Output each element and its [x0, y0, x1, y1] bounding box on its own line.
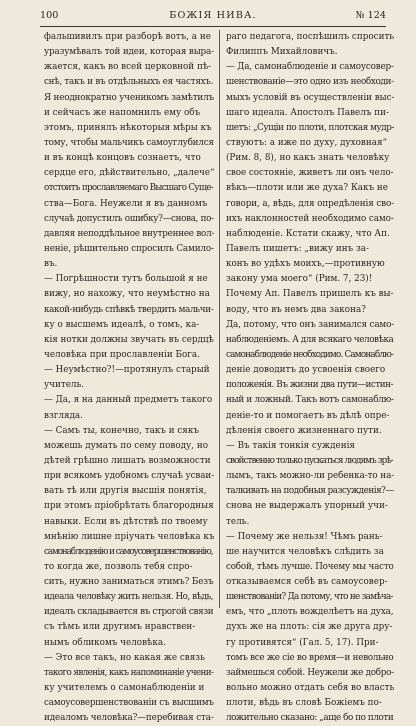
text-line: — Да, самонаблюденіе и самоусовер-	[226, 62, 394, 73]
text-line: свойственно только пускаться людямъ зрѣ-	[226, 455, 393, 466]
text-line: говори, а, вѣдь, для опредѣленія сво-	[226, 198, 395, 209]
text-line: то когда же, позволь тебя спро-	[44, 561, 193, 572]
text-line: закону ума моего“ (Рим. 7, 23)!	[226, 274, 373, 285]
text-line: и сейчасъ же напомнилъ ему объ	[44, 107, 201, 118]
text-line: сить, нужно заниматься этимъ? Безъ	[44, 577, 214, 588]
text-line: воду, что въ немъ два закона?	[226, 304, 366, 315]
text-line: идеаломъ человѣка?—перебивая ста-	[44, 713, 214, 724]
text-line: этомъ, принялъ нѣкоторыя мѣры къ	[44, 122, 212, 133]
text-line: при всякомъ удобномъ случаѣ усваи-	[44, 471, 215, 482]
text-line: Я неоднократно ученикомъ замѣтилъ	[44, 92, 214, 103]
text-line: учитель.	[44, 380, 85, 391]
text-line: ку учителемъ о самонаблюденіи и	[44, 683, 205, 694]
text-line: емъ, что „плоть вожделѣетъ на духа,	[226, 607, 394, 618]
text-line: сердце его, дѣйствительно, „далече“	[44, 168, 215, 179]
text-line: ства—Бога. Неужели я въ данномъ	[44, 198, 208, 209]
text-line: займешься собой. Неужели же добро-	[226, 667, 394, 678]
text-line: — Въ такія тонкія сужденія	[226, 440, 355, 451]
text-line: какой-нибудь спѣвкѣ твердить мальчи-	[44, 304, 214, 315]
journal-title: БОЖІЯ НИВА.	[169, 10, 257, 21]
text-line: дѣленія своего жизненнаго пути.	[226, 425, 382, 436]
text-line: наблюденіемъ. А для всякаго человѣка	[226, 334, 394, 345]
text-line: самонаблюденіе необходимо. Самонаблю-	[226, 349, 394, 360]
text-line: собой, тѣмъ лучше. Почему мы часто	[226, 561, 394, 572]
text-line: плоти, вѣдь въ словѣ Божіемъ по-	[226, 698, 382, 709]
text-line: вольно можно отдать себя во власть	[226, 683, 395, 694]
right-column	[226, 30, 395, 724]
text-line: — Неумѣстно?!—протянулъ старый	[44, 365, 210, 376]
text-line: ложительно сказано: „аще бо по плоти	[226, 713, 394, 724]
text-line: шенствованіи? Да потому, что не замѣча-	[226, 592, 393, 603]
text-line: ствуютъ: а иже по духу, духовная“	[226, 137, 388, 148]
text-line: при этомъ пріобрѣтать благородныя	[44, 501, 214, 512]
text-line: вѣкъ—плоти или же духа? Какъ не	[226, 183, 388, 194]
text-line: тель.	[226, 516, 250, 527]
text-line: наблюденіе. Кстати скажу, что Ап.	[226, 228, 390, 239]
text-line: шаго идеала. Апостолъ Павелъ пи-	[226, 107, 389, 118]
text-line: самонаблюденію и самоусовершенствованію,	[44, 546, 213, 557]
text-line: — Погрѣшности тутъ большой я не	[44, 274, 208, 285]
text-line: вать тѣ или другія высшія понятія,	[44, 486, 207, 497]
text-line: фальшивилъ при разборѣ вотъ, а не	[44, 32, 211, 42]
text-line: идеалъ складывается въ строгой связи	[44, 607, 214, 618]
text-line: ихъ наклонностей необходимо само-	[226, 213, 394, 224]
text-line: случаѣ допустилъ ошибку?—снова, по-	[44, 213, 214, 224]
text-line: — Да, я на данный предметъ такого	[44, 395, 213, 406]
text-line: въ.	[44, 259, 58, 270]
text-line: положенія. Въ жизни два пути—истин-	[226, 380, 394, 391]
text-line: отказываемся себѣ въ самоусовер-	[226, 577, 388, 588]
text-line: лымъ, такъ можно-ли ребенка-то на-	[226, 471, 395, 482]
text-line: (Рим. 8, 8), но какъ знать человѣку	[226, 153, 390, 164]
text-line: ный и ложный. Такъ вотъ самонаблю-	[226, 395, 394, 406]
text-line: такого явленія, какъ напоминаніе учени-	[44, 667, 214, 678]
text-line: гу противятся“ (Гал. 5, 17). При-	[226, 637, 379, 648]
text-line: духъ же на плоть: сія же друга дру-	[226, 622, 393, 633]
text-line: съ тѣмъ или другимъ нравствен-	[44, 622, 196, 633]
text-line: деніе-то и помогаетъ въ дѣлѣ опре-	[226, 410, 390, 421]
text-line: навыки. Если въ дѣтствѣ по твоему	[44, 516, 208, 527]
page-number: 100	[40, 10, 59, 21]
text-line: можешь думать по сему поводу, но	[44, 440, 208, 451]
text-line: мнѣнію лишне пріучать человѣка къ	[44, 531, 215, 542]
text-line: дѣтей грѣшно лишать возможности	[44, 455, 211, 466]
text-line: конъ во удѣхъ моихъ,—противную	[226, 259, 385, 270]
text-line: ку о высшемъ идеалѣ, о томъ, ка-	[44, 319, 200, 330]
text-line: самоусовершенствованіи съ высшимъ	[44, 698, 214, 709]
left-column	[44, 30, 215, 724]
text-line: снѣ, такъ и въ отдѣльныхъ ея частяхъ.	[44, 77, 214, 88]
text-line: нымъ обликомъ человѣка.	[44, 637, 166, 648]
text-line: и въ концѣ концовъ сознаетъ, что	[44, 153, 201, 164]
text-line: — Почему же нельзя! Чѣмъ рань-	[226, 531, 383, 542]
text-line: раго педагога, поспѣшилъ спросить	[226, 32, 395, 42]
text-line: ше научится человѣкъ слѣдить за	[226, 546, 384, 557]
text-line: давляя неподдѣльное внутреннее вол-	[44, 228, 215, 239]
text-line: шетъ: „Сущіи по плоти, плотская мудр-	[226, 122, 394, 133]
text-line: шенствованіе—это одно изъ необходи-	[226, 77, 394, 88]
text-line: человѣка при прославленіи Бога.	[44, 349, 200, 360]
text-line: талкивать на подобныя разсужденія?—	[226, 486, 394, 497]
text-line: идеала человѣку жить нельзя. Но, вѣдь,	[44, 592, 214, 603]
issue-number: № 124	[355, 10, 386, 21]
text-line: свое состояніе, живетъ ли онъ чело-	[226, 168, 394, 179]
column-divider	[219, 30, 220, 608]
text-line: деніе доводитъ до усвоенія своего	[226, 365, 386, 376]
text-line: отстоитъ прославляемаго Высшаго Суще-	[44, 183, 214, 194]
text-line: Почему Ап. Павелъ пришелъ къ вы-	[226, 289, 394, 300]
text-line: снова не выдержалъ упорный учи-	[226, 501, 388, 512]
text-line: кія нотки должны звучать въ сердцѣ	[44, 334, 214, 345]
text-line: уразумѣвалъ той идеи, которая выра-	[44, 47, 214, 58]
text-line: взгляда.	[44, 410, 83, 421]
text-line: мыхъ условій въ осуществленіи выс-	[226, 92, 395, 103]
text-line: — Это все такъ, но какая же связь	[44, 652, 205, 663]
page-header	[40, 8, 386, 24]
header-rule	[40, 26, 386, 27]
text-line: тому, чтобы мальчикъ самоуглубился	[44, 137, 214, 148]
text-line: Павелъ пишетъ: „вижу инъ за-	[226, 243, 369, 254]
text-line: неніе, рѣшительно спросилъ Самило-	[44, 243, 214, 254]
text-line: жается, какъ во всей церковной пѣ-	[44, 62, 212, 73]
text-line: томъ все же сіе во время—и невольно	[226, 652, 394, 663]
text-line: Филиппъ Михайловичъ.	[226, 47, 338, 58]
text-line: — Самъ ты, конечно, такъ и сякъ	[44, 425, 199, 436]
text-line: вижу, но нахожу, что неумѣстно на	[44, 289, 210, 300]
text-line: Да, потому, что онъ занимался само-	[226, 319, 395, 330]
